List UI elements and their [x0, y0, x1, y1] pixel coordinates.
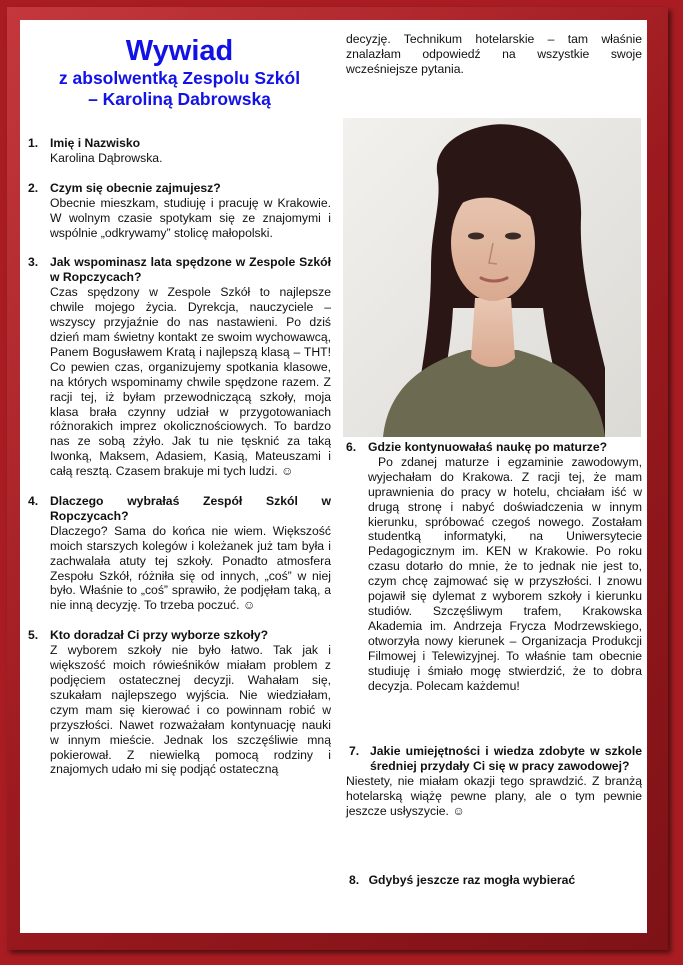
question-text — [346, 744, 642, 774]
question-item-7 — [346, 744, 642, 819]
subtitle-line-2: – Karoliną Dabrowską — [88, 89, 271, 109]
question-item-4 — [28, 494, 331, 613]
question-number: 4. — [28, 494, 39, 509]
article-title: Wywiad — [125, 35, 234, 67]
question-item-6-entry — [346, 440, 642, 693]
question-item-8 — [349, 873, 642, 888]
question-number: 8. — [349, 873, 360, 887]
article-subtitle — [28, 68, 331, 110]
left-column — [28, 34, 331, 792]
question-text: Gdzie kontynuowałaś naukę po maturze? — [368, 440, 608, 454]
answer-text: Karolina Dąbrowska. — [50, 150, 163, 165]
portrait-illustration — [343, 118, 641, 437]
article-page — [20, 20, 647, 933]
answer-text: Niestety, nie miałam okazji tego sprawdzić. Z branżą hotelarską wiążę pewne plany, ale o tym pewnie jeszcze usłyszycie. ☺ — [346, 773, 642, 818]
question-number: 1. — [28, 136, 39, 150]
answer-text: Po zdanej maturze i egzaminie zawodowym, wyjechałam do Krakowa. Z racji tej, że mam uprawnienia do pracy w hotelu, chciałam iść w drugą stronę i nabyć doświadczenia w innym kierunku, spróbować czegoś nowego. Zostałam studentką informatyki, na Uniwersytecie Pedagogicznym im. KEN w Krakowie. Po roku czasu dotarło do mnie, że to jednak nie jest to, czym chcę zajmować się w przyszłości. I znowu pojawił się dylemat z wyborem szkoły i kierunku studiów. Szczęśliwym trafem, Krakowska Akademia im. Andrzeja Frycza Modrzewskiego, otworzyła nowy kierunek – Organizacja Produkcji Filmowej i Telewizyjnej. To właśnie tam obecnie studiuję i śmiało mogę stwierdzić, że to dobra decyzja. Polecam każdemu! — [368, 454, 642, 693]
question-number: 7. — [349, 744, 360, 758]
question-list-right — [346, 440, 642, 693]
answer-continuation: decyzję. Technikum hotelarskie – tam właśnie znalazłam odpowiedź na wszystkie swoje wcześniejsze pytania. — [346, 32, 642, 76]
question-number: 3. — [28, 255, 39, 270]
answer-text: Obecnie mieszkam, studiuję i pracuję w Krakowie. W wolnym czasie spotykam się ze znajomymi i wspólnie „odkrywamy” stolicę małopolski. — [50, 195, 331, 240]
question-text: Gdybyś jeszcze raz mogła wybierać — [368, 873, 576, 887]
question-item-6 — [346, 440, 642, 708]
subtitle-line-1: z absolwentką Zespolu Szkól — [58, 68, 301, 88]
question-item-2 — [28, 181, 331, 241]
question-text: Czym się obecnie zajmujesz? — [50, 180, 221, 195]
question-number: 5. — [28, 628, 39, 643]
question-list — [28, 136, 331, 777]
question-text: Dlaczego wybrałaś Zespół Szkól w Ropczycach? — [50, 494, 331, 523]
question-7-text: Jakie umiejętności i wiedza zdobyte w szkole średniej przydały Ci się w pracy zawodowej? — [370, 744, 642, 773]
portrait-photo — [343, 118, 641, 437]
question-item-1 — [28, 136, 331, 166]
question-text: Jak wspominasz lata spędzone w Zespole Szkół w Ropczycach? — [50, 255, 331, 285]
question-text: Kto doradzał Ci przy wyborze szkoły? — [50, 628, 269, 643]
question-item-3 — [28, 255, 331, 479]
question-text: Imię i Nazwisko — [50, 136, 141, 150]
question-number: 2. — [28, 180, 39, 195]
answer-text: Z wyborem szkoły nie było łatwo. Tak jak i większość moich rówieśników miałam problem z podjęciem ostatecznej decyzji. Wahałam się, szukałam najlepszego wyjścia. Nie wiedziałam, czym mam się kierować i co powinnam robić w przyszłości. Nawet rozważałam kontynuację nauki w innym mieście. Jednak los szczęśliwie mną pokierował. Z niewielką pomocą rodziny i znajomych udało mi się podjąć ostateczną — [50, 643, 331, 777]
right-column-top — [346, 32, 642, 77]
answer-text: Czas spędzony w Zespole Szkół to najlepsze chwile mojego życia. Dyrekcja, nauczyciele – wszyscy przyjaźnie do nas nastawieni. Po dziś dzień mam świetny kontakt ze swoim wychowawcą, Panem Bogusławem Kratą i najlepszą klasą – THT! Co pewien czas, organizujemy spotkania klasowe, na których wspominamy chwile spędzone razem. Z racji tej, iż byłam przewodniczącą szkoły, moja klasa brała czynny udział w przygotowaniach różnorakich imprez okolicznościowych. To bardzo nas ze sobą zżyło. Jak tu nie tęsknić za taką Iwonką, Maksem, Adasiem, Kasią, Mateuszami i całą resztą. Czasem brakuje mi tych ludzi. ☺ — [50, 285, 331, 479]
answer-text: Dlaczego? Sama do końca nie wiem. Większość moich starszych kolegów i koleżanek już tam była i zachwalała atuty tej szkoły. Ponadto atmosfera Zespołu Szkół, różniła się od innych, „coś” w niej było. Właśnie to „coś” sprawiło, że podjęłam taką, a nie inną decyzję. To trzeba poczuć. ☺ — [50, 523, 331, 613]
question-item-5 — [28, 628, 331, 777]
question-number: 6. — [346, 440, 357, 454]
